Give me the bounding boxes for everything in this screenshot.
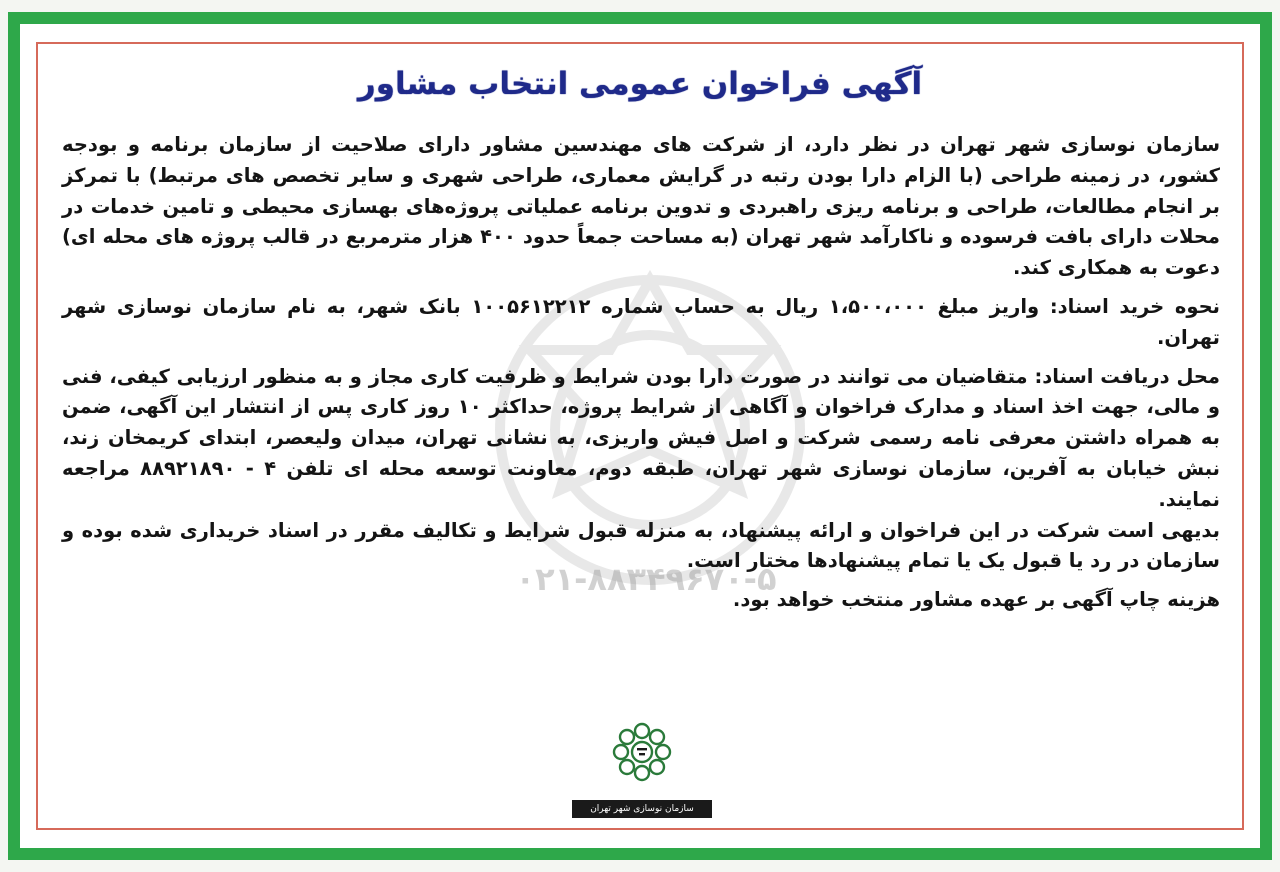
body-text	[62, 130, 1220, 624]
page-title: آگهی فراخوان عمومی انتخاب مشاور	[357, 66, 923, 102]
watermark-phone: ۰۲۱-۸۸۳۴۹۶۷۰-۵	[515, 560, 777, 598]
paragraph-intro: سازمان نوسازی شهر تهران در نظر دارد، از شرکت های مهندسین مشاور دارای صلاحیت از سازمان برنامه و بودجه کشور، در زمینه طراحی (با الزام دارا بودن رتبه در گرایش معماری، طراحی شهری و سایر تخصص های مرتبط) با تمرکز بر انجام مطالعات، طراحی و برنامه ریزی راهبردی و تدوین برنامه عملیاتی پروژه‌های بهسازی محیطی و تامین خدمات در محلات دارای بافت فرسوده و ناکارآمد شهر تهران (به مساحت جمعاً حدود ۴۰۰ هزار مترمربع در قالب پروژه های محله ای) دعوت به همکاری کند.	[62, 133, 1220, 280]
logo-caption: سازمان نوسازی شهر تهران	[572, 800, 712, 818]
paragraph-cost: هزینه چاپ آگهی بر عهده مشاور منتخب خواهد بود.	[732, 588, 1220, 612]
organization-logo	[572, 718, 712, 826]
paragraph-receipt: محل دریافت اسناد: متقاضیان می توانند در صورت دارا بودن شرایط و ظرفیت کاری مجاز و به منظور ارزیابی کیفی، فنی و مالی، جهت اخذ اسناد و مدارک فراخوان و آگاهی از شرایط پروژه، حداکثر ۱۰ روز کاری پس از انتشار این آگهی، ضمن به همراه داشتن معرفی نامه رسمی شرکت و اصل فیش واریزی، به نشانی تهران، میدان ولیعصر، ابتدای کریمخان زند، نبش خیابان به آفرین، سازمان نوسازی شهر تهران، طبقه دوم، معاونت توسعه محله ای تلفن ۴ - ۸۸۹۲۱۸۹۰ مراجعه نمایند.	[62, 364, 1220, 511]
paragraph-purchase: نحوه خرید اسناد: واریز مبلغ ۱،۵۰۰،۰۰۰ ریال به حساب شماره ۱۰۰۵۶۱۲۲۱۲ بانک شهر، به نام سازمان نوسازی شهر تهران.	[62, 294, 1220, 349]
tehran-municipality-emblem-icon	[610, 720, 674, 784]
paragraph-conditions: بدیهی است شرکت در این فراخوان و ارائه پیشنهاد، به منزله قبول شرایط و تکالیف مقرر در اسناد خریداری شده بوده و سازمان در رد یا قبول یک یا تمام پیشنهادها مختار است.	[62, 518, 1220, 573]
